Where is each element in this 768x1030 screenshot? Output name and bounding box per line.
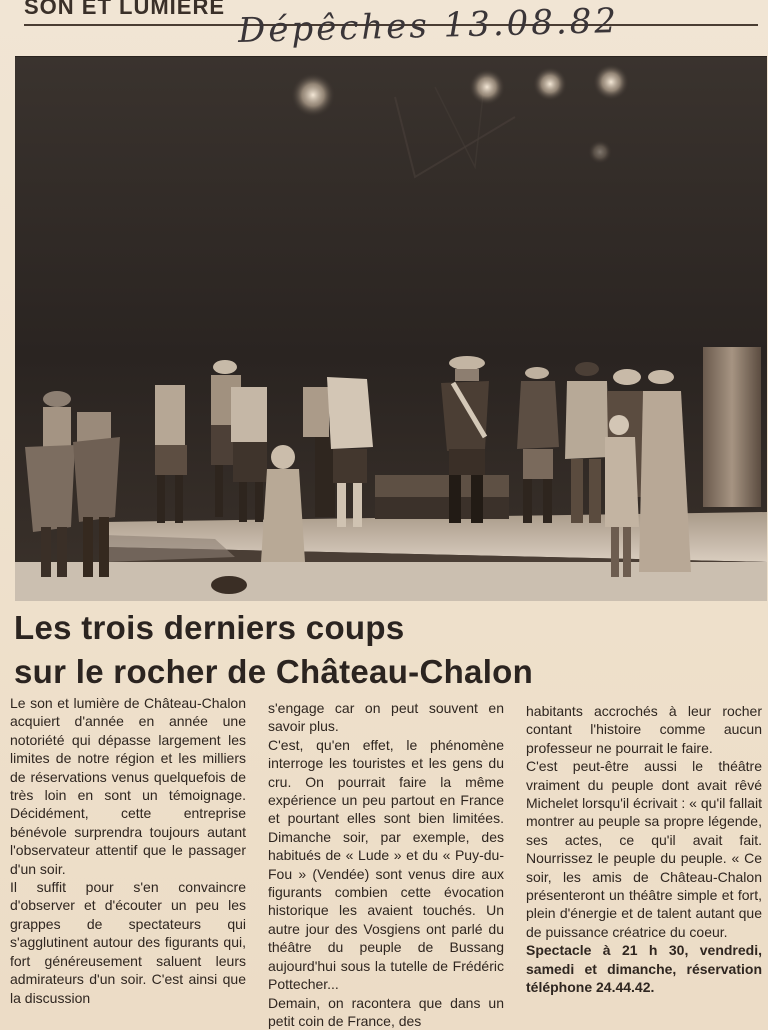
stage-performance-photo (15, 56, 767, 601)
paragraph: C'est peut-être aussi le théâtre vraiment du peuple dont avait rêvé Michelet lorsqu'il écrivait : « qu'il fallait montrer au peuple sa propre légende, ses actes, ce qu'il avait fait. Nourrissez le peuple du peuple. « Ce soir, les amis de Château-Chalon présenteront un théâtre simple et fort, plein d'énergie et de talent autant que de puissance créatrice du coeur. (526, 758, 762, 940)
floodlight (593, 64, 629, 100)
article-headline (14, 606, 754, 694)
section-rubric: SON ET LUMIERE (24, 0, 226, 19)
paragraph: Il suffit pour s'en convaincre d'observer et d'écouter un peu les grappes de spectateurs qui s'agglutinent autour des figurants qui, fort généreusement saluent leurs admirateurs d'un soir. C'est ainsi que la discussion (10, 879, 246, 1006)
stone-pillar (703, 347, 761, 507)
floodlight (469, 69, 505, 105)
article-column-3 (526, 702, 762, 997)
performance-info: Spectacle à 21 h 30, vendredi, samedi et dimanche, réservation téléphone 24.44.42. (526, 942, 762, 996)
headline-line-2: sur le rocher de Château-Chalon (14, 653, 534, 690)
handwritten-date-note: Dépêches 13.08.82 (237, 1, 620, 51)
paragraph: Le son et lumière de Château-Chalon acquiert d'année en année une notoriété qui dépasse largement les limites de notre région et les milliers de réservations venus quelquefois de très loin en sont un témoignage. Décidément, cette entreprise bénévole surprendra toujours autant l'observateur attentif que le passager d'un soir. (10, 695, 246, 877)
paragraph: s'engage car on peut souvent en savoir plus. (268, 700, 504, 735)
floodlight (533, 67, 567, 101)
article-column-2 (268, 699, 504, 1030)
headline-line-1: Les trois derniers coups (14, 609, 405, 646)
article-column-1 (10, 694, 246, 1007)
paragraph: Demain, on racontera que dans un petit coin de France, des (268, 994, 504, 1029)
paragraph: habitants accrochés à leur rocher contant l'histoire comme aucun professeur ne pourrait le faire. (526, 703, 762, 756)
paragraph: C'est, qu'en effet, le phénomène interroge les touristes et les gens du cru. On pourrait faire la même expérience un peu partout en France et pourtant elles sont bien limitées. Dimanche soir, par exemple, des habitués de « Lude » et du « Puy-du-Fou » (Vendée) sont venus dire aux figurants combien cette évocation historique les avaient touchés. Un autre jour des Vosgiens ont parlé du théâtre du peuple de Bussang aujourd'hui sous la tutelle de Frédéric Pottecher... (268, 736, 504, 993)
floodlight (291, 73, 335, 117)
